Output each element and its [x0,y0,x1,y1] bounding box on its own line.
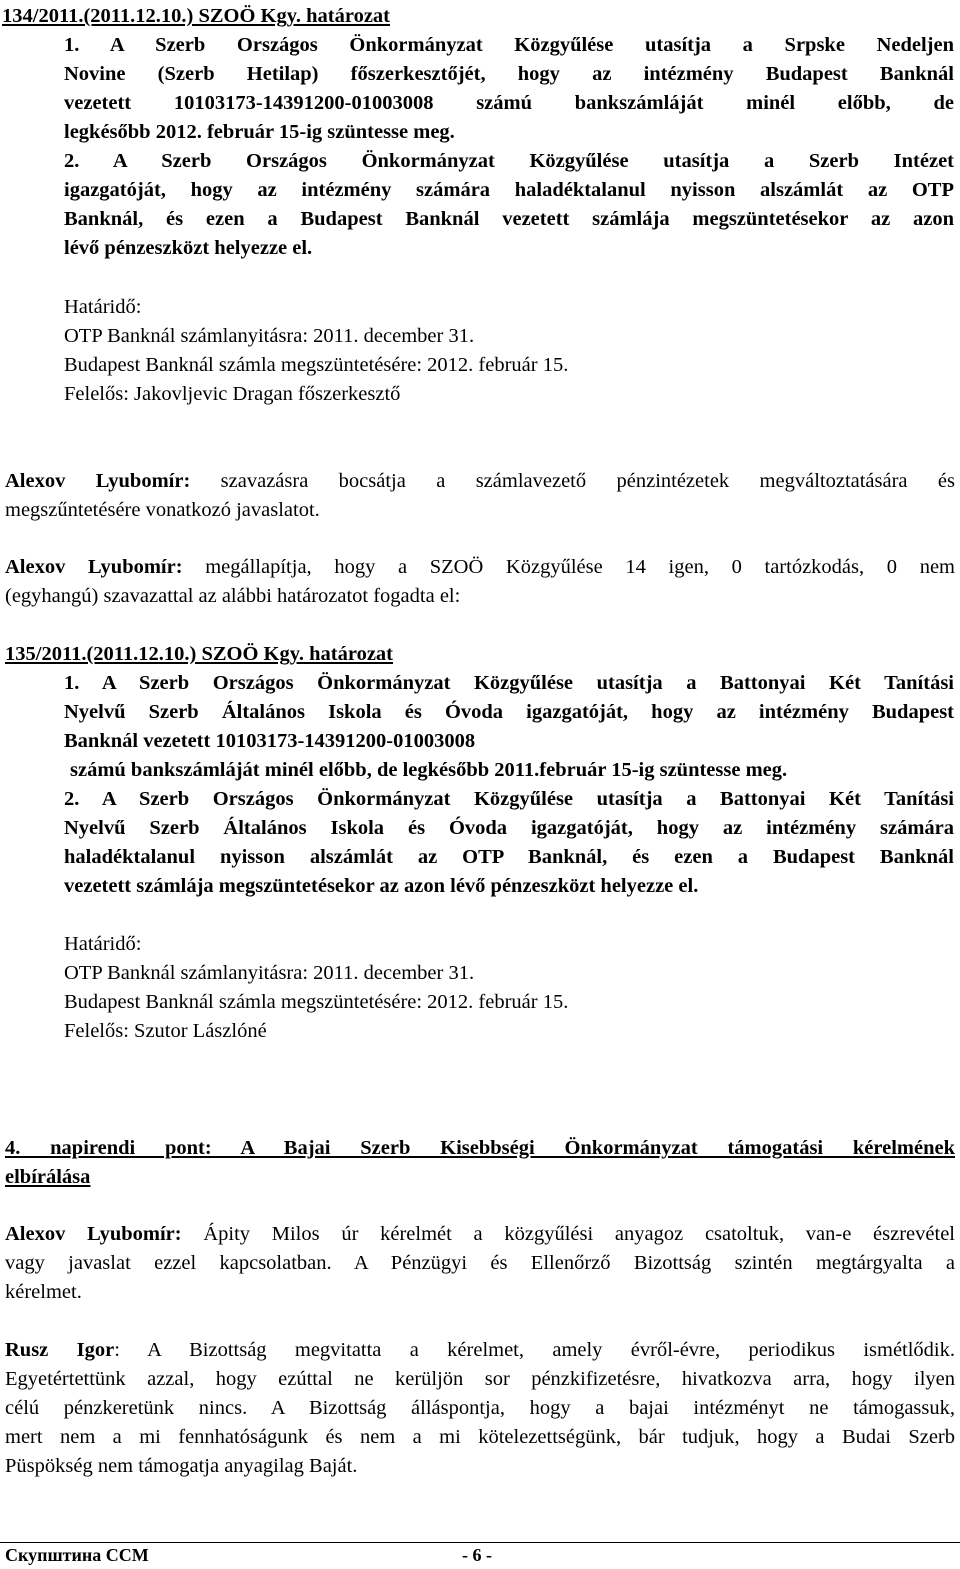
agenda-4-title-line-2: elbírálása [5,1166,91,1188]
resolution-134-item-2-line-4: lévő pénzeszközt helyezze el. [64,237,313,259]
resolution-134-item-1-line-1: 1. A Szerb Országos Önkormányzat Közgyűlése utasítja a Srpske Nedeljen [64,34,954,56]
resolution-135-item-1-line-1: 1. A Szerb Országos Önkormányzat Közgyűlése utasítja a Battonyai Két Tanítási [64,672,954,694]
footer-page-number: - 6 - [462,1545,492,1565]
resolution-134-deadline-label: Határidő: [64,296,142,318]
alexov-3-text: Ápity Milos úr kérelmét a közgyűlési anyagoz csatoltuk, van-e észrevétel [181,1223,955,1245]
resolution-135-item-2-line-1: 2. A Szerb Országos Önkormányzat Közgyűlése utasítja a Battonyai Két Tanítási [64,788,954,810]
alexov-3-line-3: kérelmet. [5,1281,82,1303]
rusz-line-1 [5,1336,955,1365]
resolution-134-deadline-otp: OTP Banknál számlanyitásra: 2011. december 31. [64,325,475,347]
vote-1-text: szavazásra bocsátja a számlavezető pénzintézetek megváltoztatására és [190,470,955,492]
resolution-134-item-2-line-1: 2. A Szerb Országos Önkormányzat Közgyűlése utasítja a Szerb Intézet [64,150,954,172]
resolution-134-item-1-line-2: Novine (Szerb Hetilap) főszerkesztőjét, hogy az intézmény Budapest Banknál [64,63,954,85]
resolution-135-item-1-line-2: Nyelvű Szerb Általános Iskola és Óvoda igazgatóját, hogy az intézmény Budapest [64,701,954,723]
speaker-name: Alexov Lyubomír: [5,470,191,492]
vote-2-text: megállapítja, hogy a SZOÖ Közgyűlése 14 igen, 0 tartózkodás, 0 nem [182,556,955,578]
resolution-135-responsible: Felelős: Szutor Lászlóné [64,1020,267,1042]
vote-2-line-2: (egyhangú) szavazattal az alábbi határozatot fogadta el: [5,585,461,607]
resolution-134-item-1-line-4: legkésőbb 2012. február 15-ig szüntesse meg. [64,121,455,143]
resolution-135-item-2-line-4: vezetett számlája megszüntetésekor az azon lévő pénzeszközt helyezze el. [64,875,699,897]
resolution-135-item-2-line-3: haladéktalanul nyisson alszámlát az OTP Banknál, és ezen a Budapest Banknál [64,846,954,868]
resolution-135-item-1-line-4: számú bankszámláját minél előbb, de legkésőbb 2011.február 15-ig szüntesse meg. [70,759,788,781]
rusz-text: : A Bizottság megvitatta a kérelmet, amely évről-évre, periodikus ismétlődik. [114,1339,956,1361]
resolution-134-responsible: Felelős: Jakovljevic Dragan főszerkesztő [64,383,401,405]
resolution-134-title: 134/2011.(2011.12.10.) SZOÖ Kgy. határozat [2,5,390,27]
rusz-line-4: mert nem a mi fennhatóságunk és nem a mi kötelezettségünk, bár tudjuk, hogy a Budai Szerb [5,1426,955,1448]
vote-1-line-1 [5,467,955,496]
alexov-3-line-2: vagy javaslat ezzel kapcsolatban. A Pénzügyi és Ellenőrző Bizottság szintén megtárgyalta a [5,1252,955,1274]
resolution-134-deadline-budapest: Budapest Banknál számla megszüntetésére: 2012. február 15. [64,354,569,376]
resolution-135-title: 135/2011.(2011.12.10.) SZOÖ Kgy. határozat [5,643,393,665]
resolution-134-item-2-line-2: igazgatóját, hogy az intézmény számára haladéktalanul nyisson alszámlát az OTP [64,179,954,201]
vote-1-line-2: megszűntetésére vonatkozó javaslatot. [5,499,320,521]
resolution-135-deadline-label: Határidő: [64,933,142,955]
resolution-134-item-1-line-3: vezetett 10103173-14391200-01003008 számú bankszámláját minél előbb, de [64,92,954,114]
resolution-135-item-2-line-2: Nyelvű Szerb Általános Iskola és Óvoda igazgatóját, hogy az intézmény számára [64,817,954,839]
rusz-line-2: Egyetértettünk azzal, hogy ezúttal ne kerüljön sor pénzkifizetésre, hivatkozva arra, hogy ilyen [5,1368,955,1390]
resolution-134-item-2-line-3: Banknál, és ezen a Budapest Banknál vezetett számlája megszüntetésekor az azon [64,208,954,230]
resolution-135-deadline-budapest: Budapest Banknál számla megszüntetésére: 2012. február 15. [64,991,569,1013]
resolution-135-item-1-line-3: Banknál vezetett 10103173-14391200-01003008 [64,730,476,752]
agenda-4-title-line-1: 4. napirendi pont: A Bajai Szerb Kisebbségi Önkormányzat támogatási kérelmének [5,1137,955,1159]
speaker-name: Alexov Lyubomír: [5,1223,182,1245]
footer-left: Скупштина ССМ [5,1545,149,1565]
speaker-name: Rusz Igor [5,1339,115,1361]
resolution-135-deadline-otp: OTP Banknál számlanyitásra: 2011. december 31. [64,962,475,984]
speaker-name: Alexov Lyubomír: [5,556,183,578]
vote-2-line-1 [5,553,955,582]
rusz-line-3: célú pénzkeretünk nincs. A Bizottság álláspontja, hogy a bajai intézményt ne támogassuk, [5,1397,955,1419]
alexov-3-line-1 [5,1220,955,1249]
rusz-line-5: Püspökség nem támogatja anyagilag Baját. [5,1455,358,1477]
